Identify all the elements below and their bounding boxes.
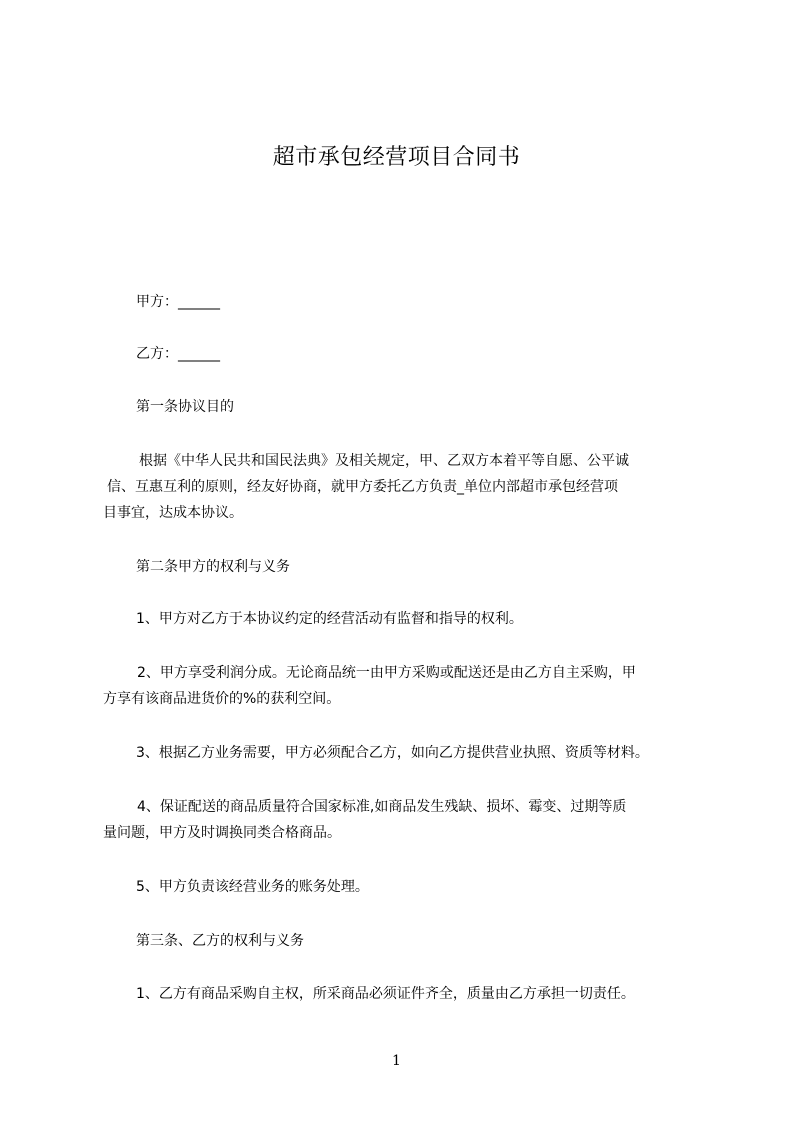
article-3-heading: 第三条、乙方的权利与义务 bbox=[136, 933, 304, 949]
document-title: 超市承包经营项目合同书 bbox=[272, 145, 521, 170]
article-2-item-5: 5、甲方负责该经营业务的账务处理。 bbox=[136, 879, 369, 895]
article-1-text-line-3: 目事宜，达成本协议。 bbox=[103, 505, 243, 521]
article-2-item-2-paragraph bbox=[103, 660, 715, 712]
article-1-paragraph bbox=[103, 448, 715, 526]
article-2-item-1: 1、甲方对乙方于本协议约定的经营活动有监督和指导的权利。 bbox=[136, 611, 523, 627]
article-2-item-4-paragraph bbox=[103, 794, 715, 846]
article-1-text-line-1: 根据《中华人民共和国民法典》及相关规定，甲、乙双方本着平等自愿、公平诚 bbox=[139, 453, 629, 469]
page-number: 1 bbox=[392, 1053, 401, 1069]
article-2-item-4-line-1: 4、保证配送的商品质量符合国家标准,如商品发生残缺、损坏、霉变、过期等质 bbox=[137, 799, 627, 815]
party-a-line: 甲方：______ bbox=[136, 294, 220, 310]
party-b-line: 乙方：______ bbox=[136, 346, 220, 362]
article-2-item-3: 3、根据乙方业务需要，甲方必须配合乙方，如向乙方提供营业执照、资质等材料。 bbox=[136, 745, 649, 761]
article-1-heading: 第一条协议目的 bbox=[136, 399, 234, 415]
article-2-item-2-line-1: 2、甲方享受利润分成。无论商品统一由甲方采购或配送还是由乙方自主采购，甲 bbox=[137, 665, 636, 681]
article-1-text-line-2: 信、互惠互利的原则，经友好协商，就甲方委托乙方负责_单位内部超市承包经营项 bbox=[107, 479, 618, 495]
article-2-item-4-line-2: 量问题，甲方及时调换同类合格商品。 bbox=[103, 825, 341, 841]
article-2-item-2-line-2: 方享有该商品进货价的%的获利空间。 bbox=[103, 691, 341, 707]
article-3-item-1: 1、乙方有商品采购自主权，所采商品必须证件齐全，质量由乙方承担一切责任。 bbox=[136, 986, 635, 1002]
article-2-heading: 第二条甲方的权利与义务 bbox=[136, 559, 290, 575]
